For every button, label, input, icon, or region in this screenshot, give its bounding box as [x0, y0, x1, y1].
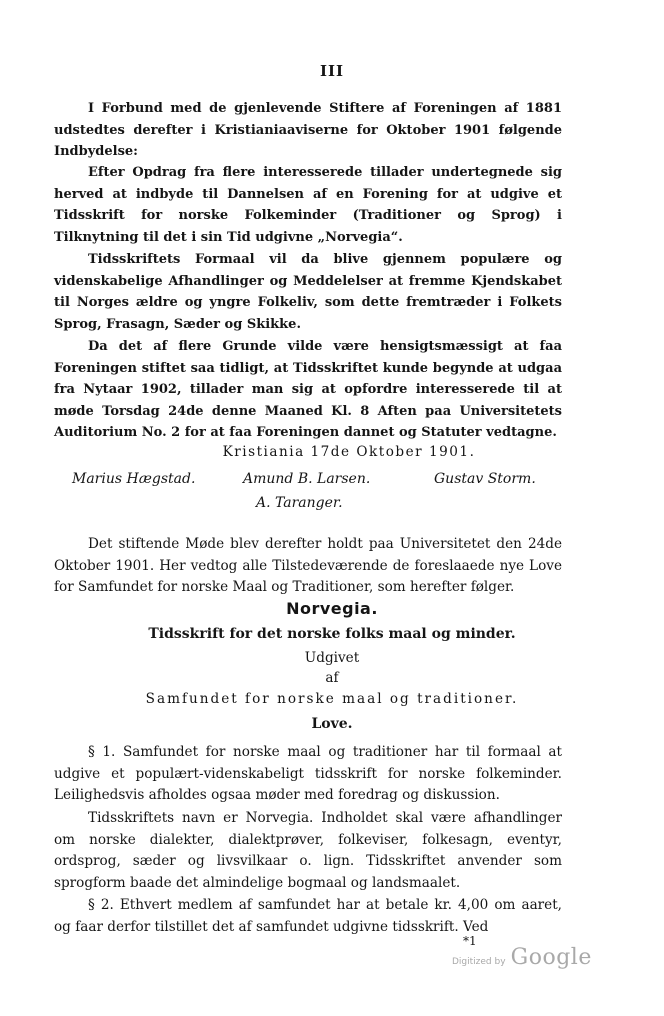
journal-af: af — [325, 670, 339, 686]
digitized-by-google-watermark — [452, 945, 592, 970]
journal-udgivet: Udgivet — [304, 650, 360, 666]
footnote-mark: *1 — [463, 934, 477, 948]
invitation-paragraph-2: Tidsskriftets Formaal vil da blive gjennem populære og videnskabelige Afhandlinger og Meddelelser at fremme Kjendskabet til Norges ældre og yngre Folkeliv, som dette fremtræder i Folkets Sprog, Frasagn, Sæder og Skikke. — [54, 252, 562, 332]
place-date: Kristiania 17de Oktober 1901. — [222, 444, 476, 460]
journal-publisher: Samfundet for norske maal og traditioner. — [145, 691, 519, 707]
section-1-paragraph: § 1. Samfundet for norske maal og traditioner har til formaal at udgive et populært-videnskabeligt tidsskrift for norske folkeminder. Leilighedsvis afholdes ogsaa møder med foredrag og diskussion. — [54, 744, 562, 803]
section-2-paragraph: § 2. Ethvert medlem af samfundet har at betale kr. 4,00 om aaret, og faar derfor tilstillet det af samfundet udgivne tidsskrift. Ved — [54, 897, 562, 935]
section-1-continuation: Tidsskriftets navn er Norvegia. Indholdet skal være afhandlinger om norske dialekter, dialektprøver, folkeviser, folkesagn, eventyr, ordsprog, sæder og livsvilkaar o. lign. Tidsskriftet anvender som sprogform baade det almindelige bogmaal og landsmaalet. — [54, 810, 562, 891]
signatory-taranger: A. Taranger. — [256, 495, 343, 511]
invitation-paragraph-3: Da det af flere Grunde vilde være hensigtsmæssigt at faa Foreningen stiftet saa tidligt, at Tidsskriftet kunde begynde at udgaa fra Nytaar 1902, tillader man sig at opfordre interesserede til at møde Torsdag 24de denne Maaned Kl. 8 Aften paa Universitetets Auditorium No. 2 for at faa Foreningen dannet og Statuter vedtagne. — [54, 339, 562, 440]
signatory-hægstad: Marius Hægstad. — [72, 471, 196, 487]
meeting-paragraph: Det stiftende Møde blev derefter holdt paa Universitetet den 24de Oktober 1901. Her vedtog alle Tilstedeværende de foreslaaede nye Love for Samfundet for norske Maal og Traditioner, som herefter følger. — [54, 536, 562, 595]
watermark-prefix: Digitized by — [452, 957, 506, 967]
google-logo: Google — [510, 945, 592, 970]
signatory-larsen: Amund B. Larsen. — [243, 471, 371, 487]
journal-title: Norvegia. — [286, 599, 378, 618]
invitation-paragraph-1: Efter Opdrag fra flere interesserede tillader undertegnede sig herved at indbyde til Dannelsen af en Forening for at udgive et Tidsskrift for norske Folkeminder (Traditioner og Sprog) i Tilknytning til det i sin Tid udgivne „Norvegia“. — [54, 165, 562, 245]
journal-subtitle: Tidsskrift for det norske folks maal og minder. — [148, 626, 516, 642]
love-heading: Love. — [311, 716, 353, 732]
intro-paragraph: I Forbund med de gjenlevende Stiftere af Foreningen af 1881 udstedtes derefter i Kristianiaaviserne for Oktober 1901 følgende Indbydelse: — [54, 101, 562, 159]
page-number: III — [319, 62, 345, 80]
signatory-storm: Gustav Storm. — [434, 471, 536, 487]
